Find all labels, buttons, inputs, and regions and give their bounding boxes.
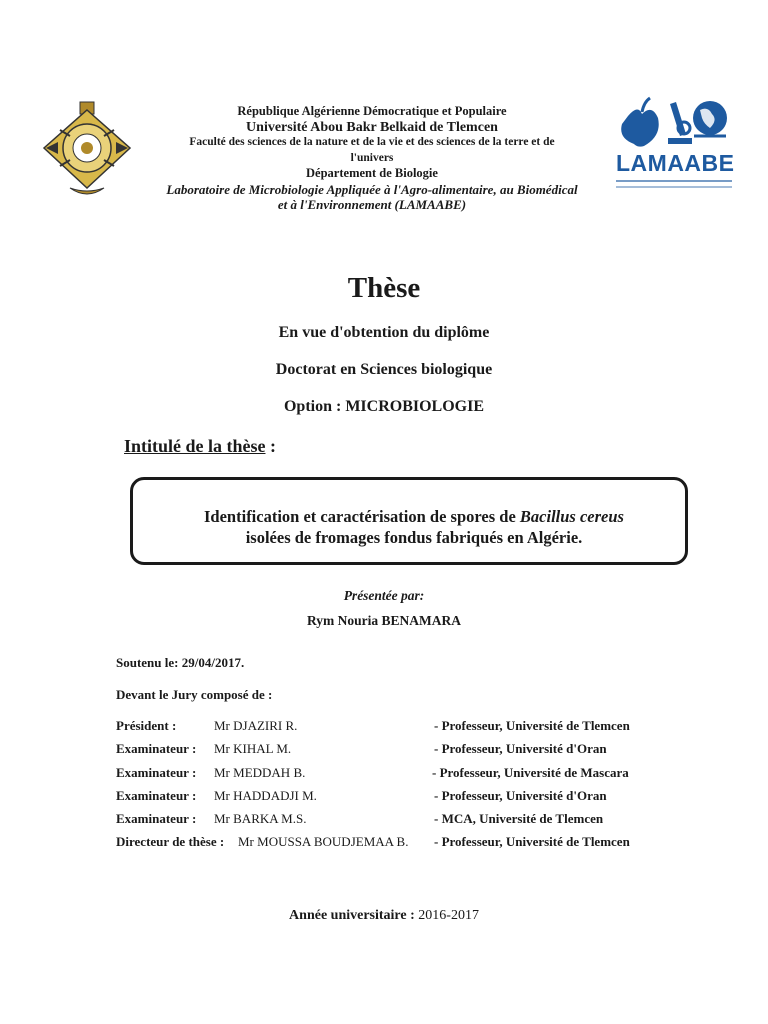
jury-row bbox=[116, 788, 676, 808]
institution-header bbox=[140, 104, 604, 213]
academic-year-label: Année universitaire : bbox=[289, 908, 415, 923]
lamaabe-logo-tagline bbox=[616, 180, 732, 182]
author-name: Rym Nouria BENAMARA bbox=[306, 613, 462, 628]
jury-role: Examinateur : bbox=[116, 811, 197, 826]
academic-year-value: 2016-2017 bbox=[418, 908, 479, 923]
thesis-title-part1: Identification et caractérisation de spores de bbox=[204, 507, 520, 526]
laboratory-name-line1: Laboratoire de Microbiologie Appliquée à l'Agro-alimentaire, au Biomédical bbox=[166, 181, 578, 197]
lamaabe-logo-tagline-2 bbox=[616, 186, 732, 188]
jury-role: Examinateur : bbox=[116, 788, 197, 803]
faculty-name-line1: Faculté des sciences de la nature et de la vie et des sciences de la terre et de bbox=[189, 136, 555, 148]
jury-name: Mr MOUSSA BOUDJEMAA B. bbox=[238, 834, 409, 849]
jury-role: Président : bbox=[116, 718, 177, 733]
jury-position: - Professeur, Université de Mascara bbox=[432, 765, 629, 780]
jury-role: Directeur de thèse : bbox=[116, 834, 225, 849]
lamaabe-logo bbox=[612, 94, 734, 194]
defense-date: Soutenu le: 29/04/2017. bbox=[116, 655, 245, 670]
jury-position: - Professeur, Université d'Oran bbox=[434, 741, 607, 756]
jury-name: Mr HADDADJI M. bbox=[214, 788, 317, 803]
laboratory-name-line2: et à l'Environnement (LAMAABE) bbox=[277, 197, 467, 212]
jury-name: Mr BARKA M.S. bbox=[214, 811, 307, 826]
jury-name: Mr MEDDAH B. bbox=[214, 765, 306, 780]
thesis-title-label bbox=[124, 436, 276, 457]
university-emblem bbox=[40, 100, 134, 202]
jury-position: - Professeur, Université d'Oran bbox=[434, 788, 607, 803]
faculty-name-line2: l'univers bbox=[350, 151, 394, 164]
thesis-title bbox=[150, 506, 678, 548]
jury-row bbox=[116, 741, 676, 761]
thesis-title-label-text: Intitulé de la thèse bbox=[124, 436, 266, 456]
thesis-option: Option : MICROBIOLOGIE bbox=[283, 398, 485, 415]
jury-row bbox=[116, 765, 676, 785]
lamaabe-logo-text: LAMAABE bbox=[616, 150, 735, 176]
jury-row bbox=[116, 811, 676, 831]
thesis-title-line2: isolées de fromages fondus fabriqués en Algérie. bbox=[245, 528, 583, 547]
thesis-title-line1 bbox=[150, 506, 678, 527]
thesis-degree: Doctorat en Sciences biologique bbox=[275, 361, 493, 378]
presented-by-label: Présentée par: bbox=[343, 588, 425, 603]
thesis-heading: Thèse bbox=[347, 272, 421, 304]
jury-role: Examinateur : bbox=[116, 765, 197, 780]
jury-row bbox=[116, 834, 676, 854]
jury-role: Examinateur : bbox=[116, 741, 197, 756]
jury-position: - MCA, Université de Tlemcen bbox=[434, 811, 604, 826]
jury-name: Mr DJAZIRI R. bbox=[214, 718, 298, 733]
thesis-title-label-colon: : bbox=[265, 436, 276, 456]
republic-name: République Algérienne Démocratique et Populaire bbox=[237, 104, 507, 118]
thesis-purpose: En vue d'obtention du diplôme bbox=[278, 324, 490, 341]
jury-name: Mr KIHAL M. bbox=[214, 741, 292, 756]
academic-year bbox=[0, 908, 768, 924]
thesis-title-species: Bacillus cereus bbox=[519, 507, 624, 526]
jury-position: - Professeur, Université de Tlemcen bbox=[434, 834, 630, 849]
jury-position: - Professeur, Université de Tlemcen bbox=[434, 718, 630, 733]
jury-row bbox=[116, 718, 676, 738]
department-name: Département de Biologie bbox=[306, 166, 438, 180]
university-name: Université Abou Bakr Belkaid de Tlemcen bbox=[246, 119, 498, 135]
jury-intro: Devant le Jury composé de : bbox=[116, 687, 273, 702]
